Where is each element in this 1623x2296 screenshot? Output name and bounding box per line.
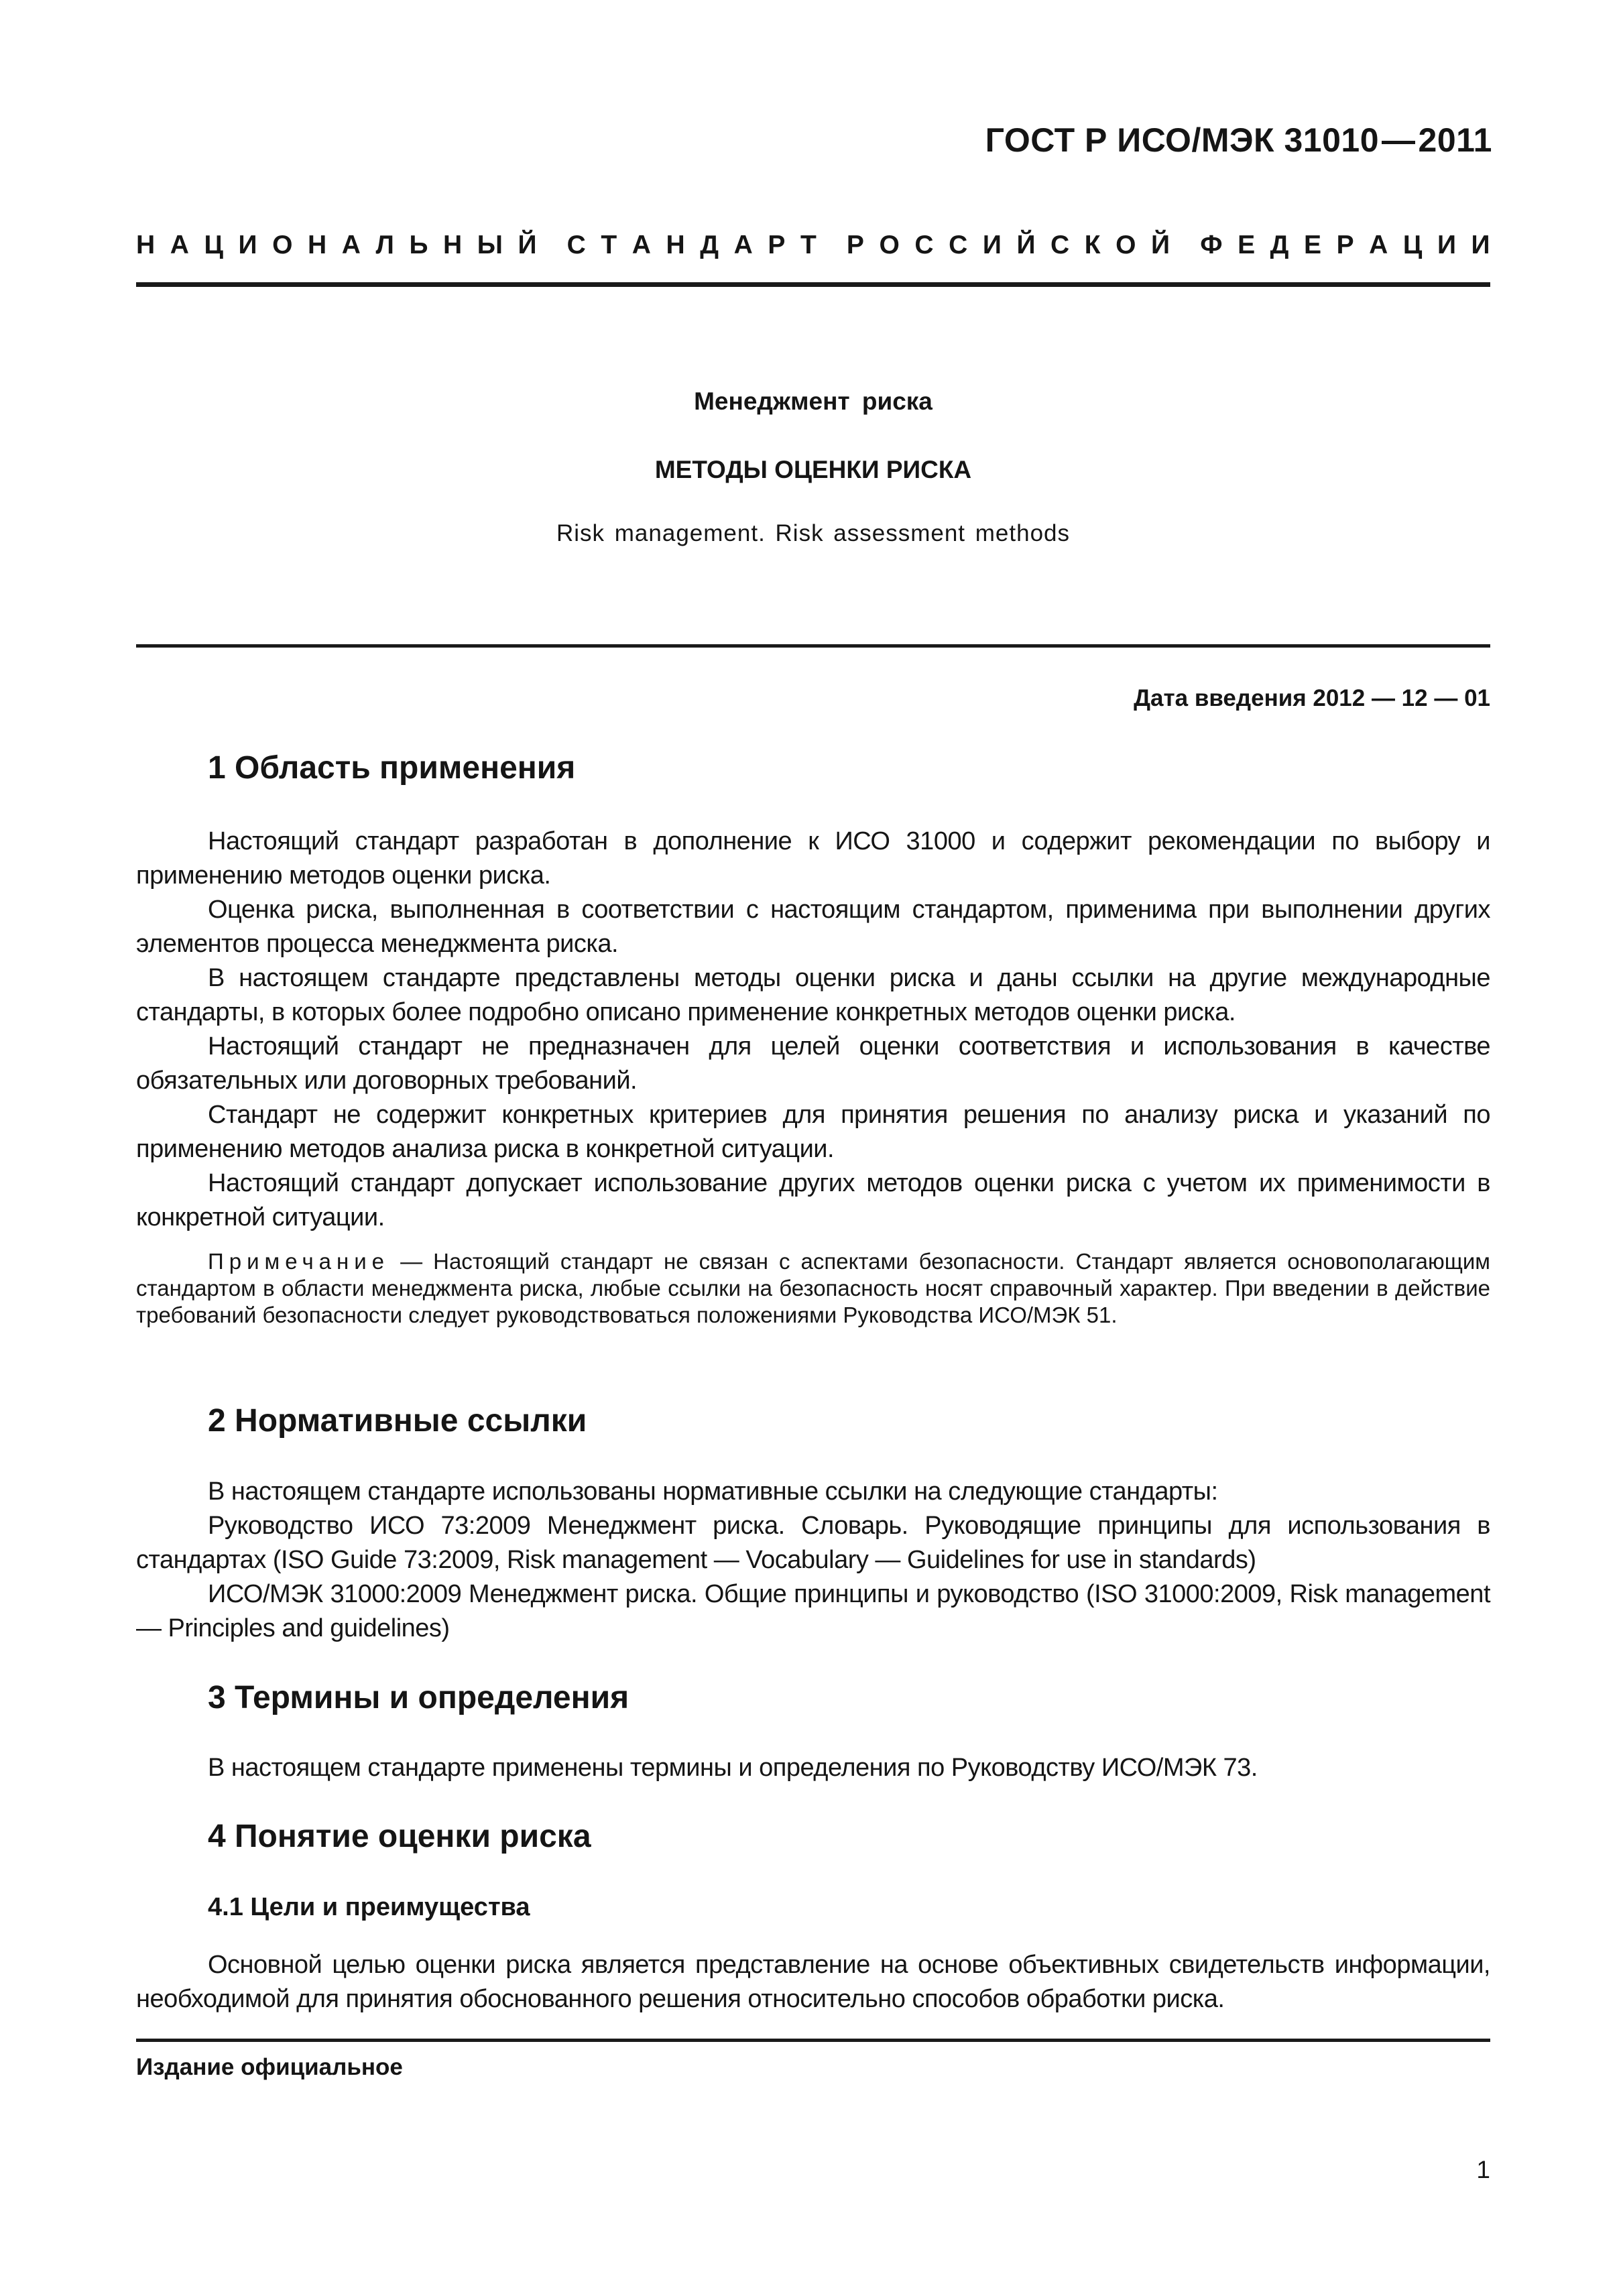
official-edition-label: Издание официальное [136, 2054, 403, 2080]
banner-letter: А [1369, 231, 1388, 259]
paragraph: Стандарт не содержит конкретных критериев для принятия решения по анализу риска и указаний по применению методов анализа риска в конкретной ситуации. [136, 1101, 1490, 1163]
banner-letter: А [733, 231, 753, 259]
banner-letter: Т [800, 231, 817, 259]
paragraph: В настоящем стандарте использованы нормативные ссылки на следующие стандарты: [208, 1477, 1218, 1506]
paragraph: Настоящий стандарт разработан в дополнение к ИСО 31000 и содержит рекомендации по выбору и применению методов оценки риска. [136, 827, 1490, 890]
banner-letter: С [914, 231, 934, 259]
footer-divider [136, 2039, 1490, 2042]
banner-letter: Й [1151, 231, 1170, 259]
banner-letter: Д [1270, 231, 1289, 259]
section-1-body [136, 825, 1490, 1235]
banner-letter: Н [136, 231, 156, 259]
banner-letter: Е [1304, 231, 1322, 259]
note-text: — Настоящий стандарт не связан с аспектами безопасности. Стандарт является основополагающим стандартом в области менеджмента риска, любые ссылки на безопасность носят справочный характер. При введении в действие требований безопасности следует руководствоваться положениями Руководства ИСО/МЭК 51. [136, 1249, 1490, 1327]
banner-letter: А [632, 231, 651, 259]
banner-letter: Ф [1200, 231, 1223, 259]
banner-letter: Ц [204, 231, 223, 259]
note-label: Примечание [208, 1249, 390, 1274]
section-2-body [136, 1475, 1490, 1646]
section-2-heading: 2 Нормативные ссылки [208, 1403, 587, 1439]
banner-letter: А [170, 231, 189, 259]
page-number: 1 [1476, 2156, 1490, 2183]
banner-letter: О [272, 231, 293, 259]
banner-letter: Р [768, 231, 786, 259]
banner-letter: Н [443, 231, 463, 259]
section-3-body [136, 1751, 1490, 1785]
banner-letter: Н [666, 231, 685, 259]
document-number [985, 121, 1492, 160]
subsection-4-1-heading: 4.1 Цели и преимущества [208, 1893, 530, 1921]
banner-letter: О [879, 231, 900, 259]
paragraph: Настоящий стандарт не предназначен для целей оценки соответствия и использования в качестве обязательных или договорных требований. [136, 1032, 1490, 1095]
section-4-body [136, 1948, 1490, 2016]
document-number-year: 2011 [1418, 121, 1492, 159]
banner-letter: С [949, 231, 968, 259]
section-1-heading: 1 Область применения [208, 750, 576, 786]
banner-letter: И [1437, 231, 1456, 259]
title-topic: Менеджмент риска [694, 387, 933, 415]
banner-letter: К [1084, 231, 1101, 259]
paragraph: ИСО/МЭК 31000:2009 Менеджмент риска. Общие принципы и руководство (ISO 31000:2009, Risk management — Principles and guidelines) [136, 1580, 1490, 1642]
title-divider [136, 644, 1490, 648]
banner-letter: Т [601, 231, 617, 259]
document-number-dash: — [1382, 121, 1416, 159]
banner-letter: Н [308, 231, 327, 259]
paragraph: Руководство ИСО 73:2009 Менеджмент риска. Словарь. Руководящие принципы для использования в стандартах (ISO Guide 73:2009, Risk management — Vocabulary — Guidelines for use in standards) [136, 1512, 1490, 1574]
banner-letter: И [238, 231, 257, 259]
banner-letter: Й [518, 231, 537, 259]
banner-letter: Й [1016, 231, 1036, 259]
title-main: МЕТОДЫ ОЦЕНКИ РИСКА [654, 456, 972, 483]
paragraph: В настоящем стандарте применены термины и определения по Руководству ИСО/МЭК 73. [208, 1754, 1258, 1782]
banner-letter: С [566, 231, 586, 259]
banner-letter: И [1471, 231, 1490, 259]
paragraph: Основной целью оценки риска является представление на основе объективных свидетельств информации, необходимой для принятия обоснованного решения относительно способов обработки риска. [136, 1951, 1490, 2013]
banner-letter: А [341, 231, 361, 259]
paragraph: В настоящем стандарте представлены методы оценки риска и даны ссылки на другие международные стандарты, в которых более подробно описано применение конкретных методов оценки риска. [136, 964, 1490, 1026]
banner-letter: Л [375, 231, 394, 259]
banner-letter: И [982, 231, 1002, 259]
paragraph: Оценка риска, выполненная в соответствии с настоящим стандартом, применима при выполнении других элементов процесса менеджмента риска. [136, 896, 1490, 958]
document-number-code: ГОСТ Р ИСО/МЭК 31010 [985, 121, 1380, 159]
title-english: Risk management. Risk assessment methods [556, 520, 1070, 546]
header-divider [136, 282, 1490, 287]
banner-letter: Е [1238, 231, 1256, 259]
section-4-heading: 4 Понятие оценки риска [208, 1819, 591, 1854]
section-3-heading: 3 Термины и определения [208, 1680, 629, 1715]
banner-letter: Д [700, 231, 719, 259]
banner-letter: С [1050, 231, 1070, 259]
paragraph: Настоящий стандарт допускает использование других методов оценки риска с учетом их применимости в конкретной ситуации. [136, 1169, 1490, 1231]
banner-letter: Р [846, 231, 864, 259]
national-standard-banner [136, 231, 1490, 260]
introduction-date: Дата введения 2012 — 12 — 01 [1134, 685, 1490, 711]
section-1-note [136, 1248, 1490, 1329]
banner-letter: Р [1336, 231, 1354, 259]
banner-letter: Ы [477, 231, 503, 259]
banner-letter: Ц [1402, 231, 1423, 259]
banner-letter: Ь [409, 231, 428, 259]
banner-letter: О [1116, 231, 1136, 259]
